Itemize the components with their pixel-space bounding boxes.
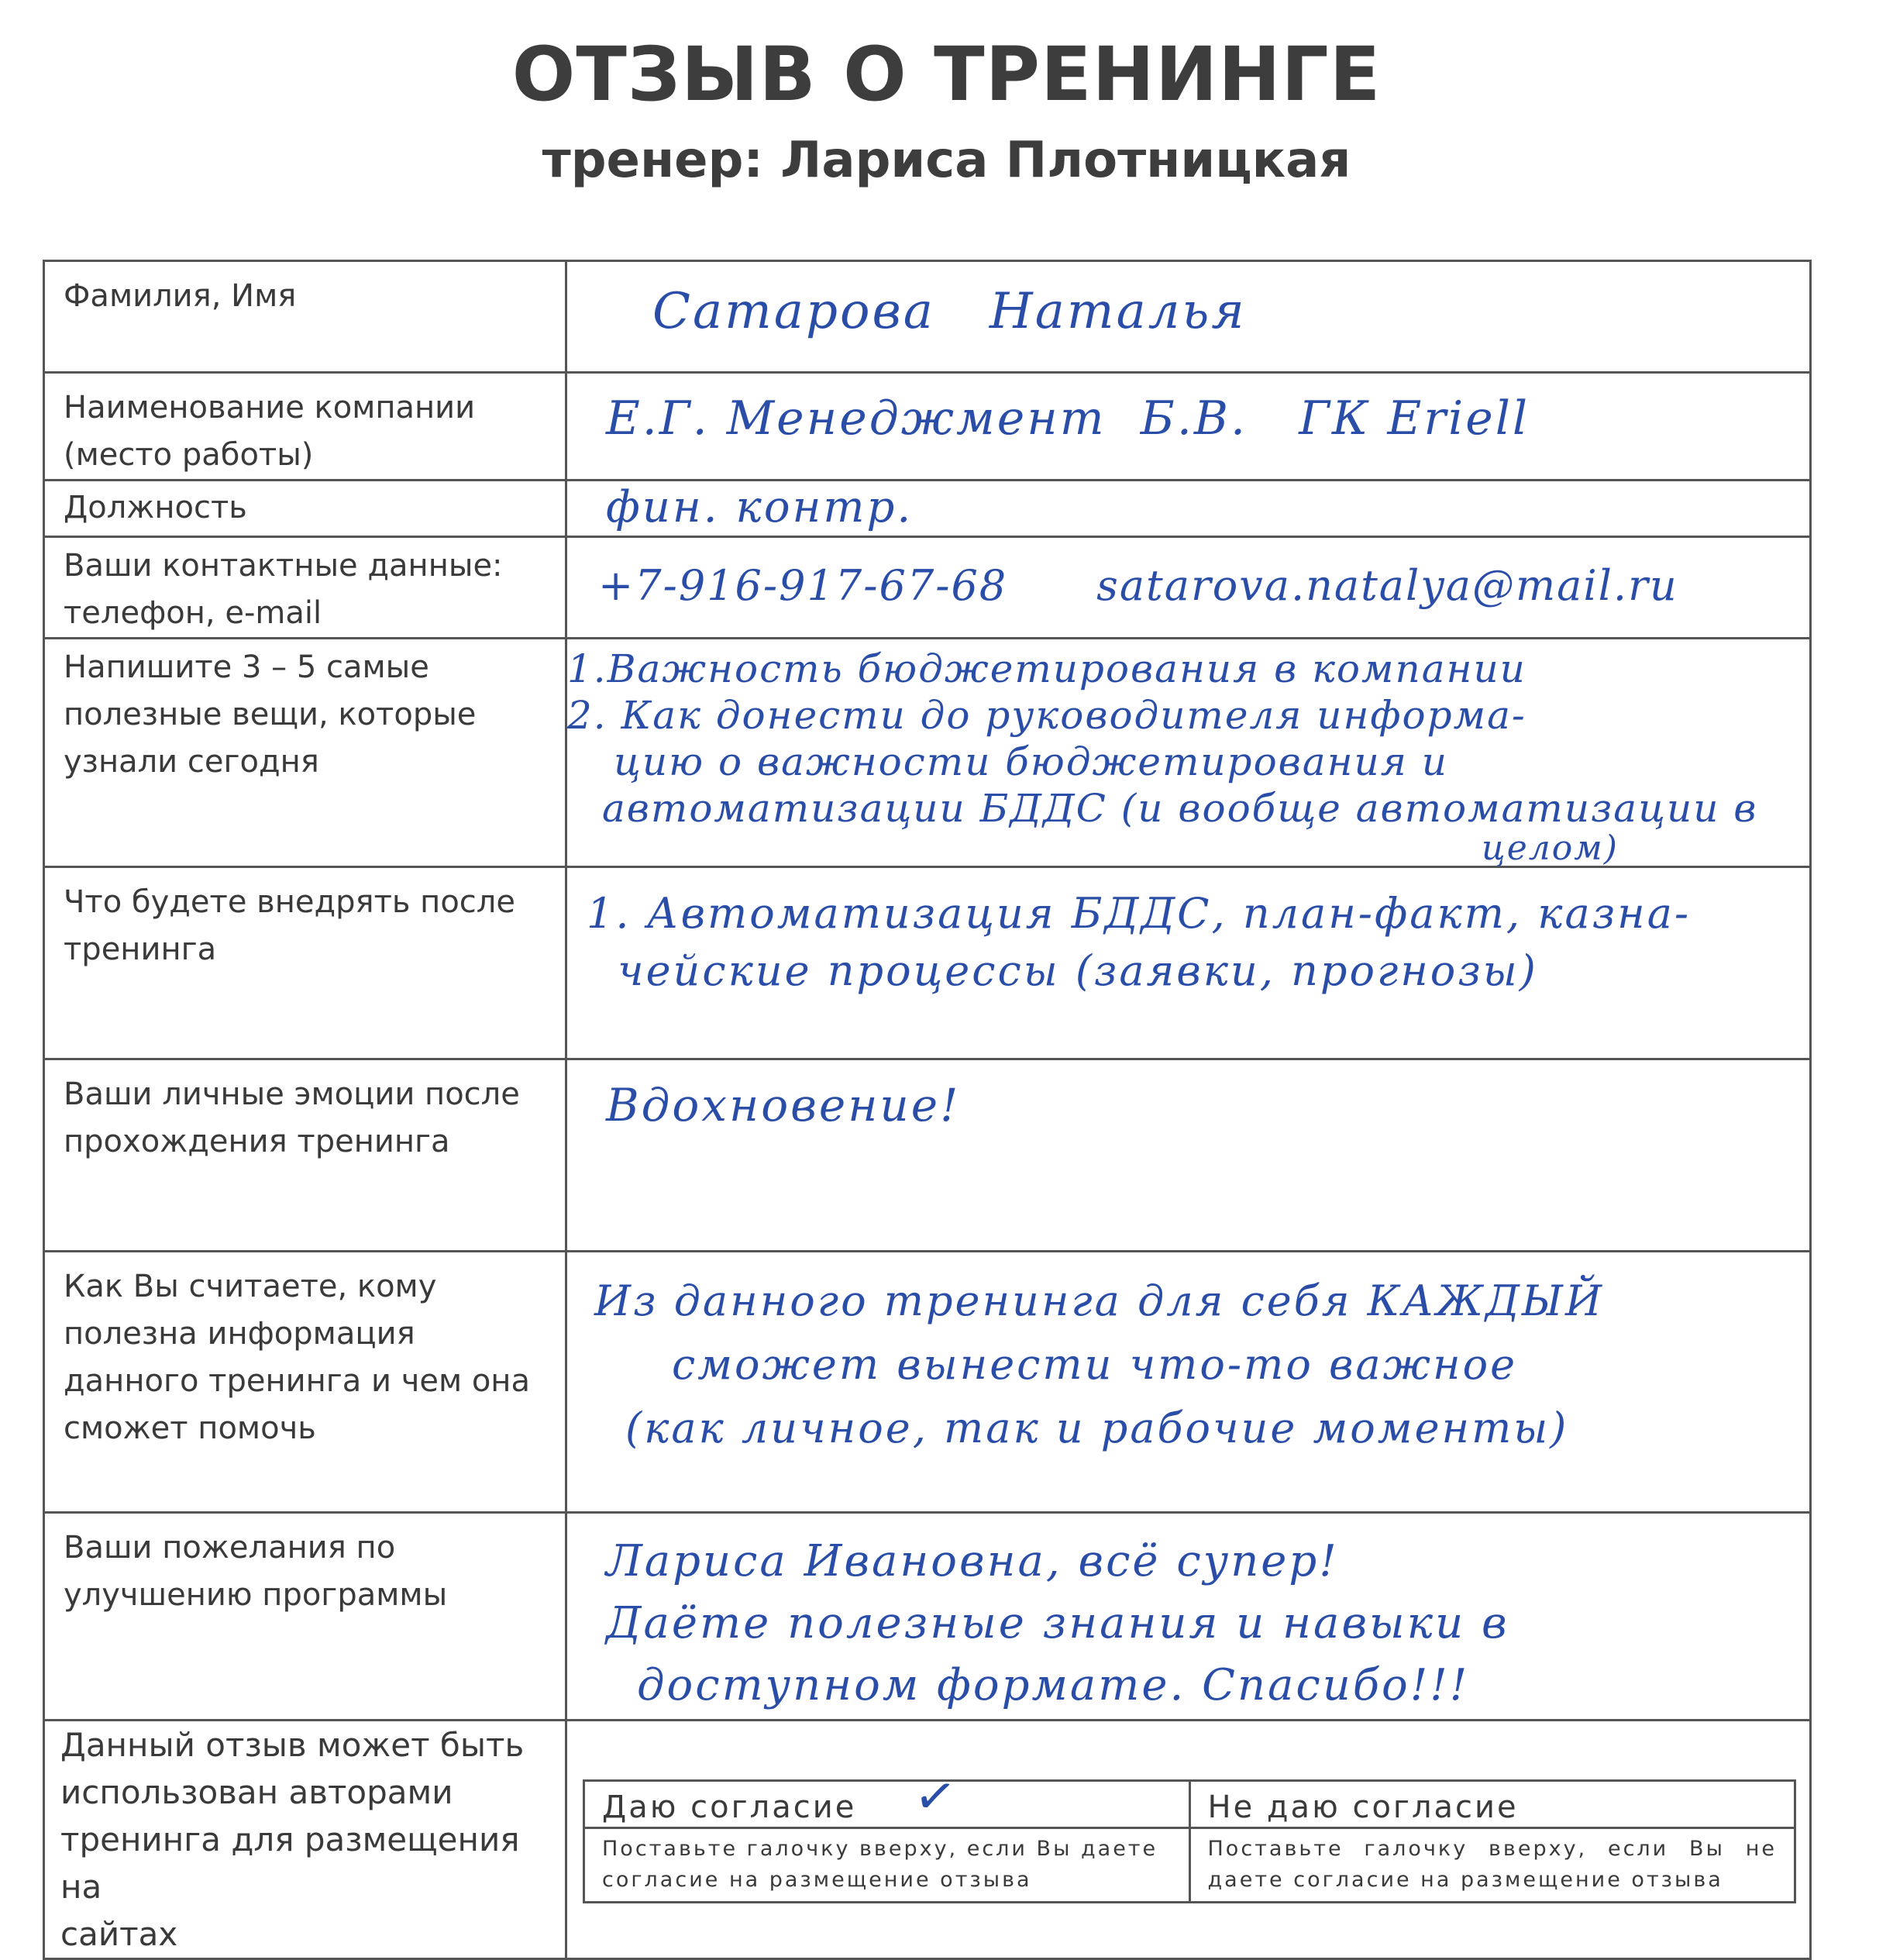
consent-agree-label: Даю согласие <box>602 1789 857 1825</box>
row-company <box>44 373 1811 481</box>
row-position <box>44 481 1811 537</box>
field-name[interactable] <box>566 261 1811 373</box>
feedback-form-table <box>43 260 1812 1960</box>
field-implement[interactable]: 1. Автоматизация БДДС, план-факт, казна- чейские процессы (заявки, прогнозы) <box>566 867 1811 1059</box>
label-company: Наименование компании (место работы) <box>44 373 566 481</box>
label-who-benefits: Как Вы считаете, кому полезна информация данного тренинга и чем она сможет помочь <box>44 1252 566 1513</box>
handwritten-company: Е.Г. Менеджмент Б.В. ГК Eriell <box>606 391 1530 446</box>
handwritten-contacts: +7-916-917-67-68 satarova.natalya@mail.ru <box>598 561 1678 610</box>
label-implement: Что будете внедрять после тренинга <box>44 867 566 1059</box>
handwritten-name: Сатарова Наталья <box>652 283 1247 340</box>
field-wishes[interactable]: Лариса Ивановна, всё супер! Даёте полезные знания и навыки в доступном формате. Спасибо!!! <box>566 1513 1811 1721</box>
check-mark-icon: ✓ <box>910 1765 962 1829</box>
document-title: ОТЗЫВ О ТРЕНИНГЕ <box>511 31 1382 118</box>
row-name <box>44 261 1811 373</box>
label-consent: Данный отзыв может быть использован авторами тренинга для размещения на сайтах <box>44 1721 566 1959</box>
label-name: Фамилия, Имя <box>44 261 566 373</box>
field-position[interactable] <box>566 481 1811 537</box>
label-emotions: Ваши личные эмоции после прохождения тренинга <box>44 1059 566 1252</box>
consent-field <box>566 1721 1811 1959</box>
field-who-benefits[interactable]: Из данного тренинга для себя КАЖДЫЙ сможет вынести что-то важное (как личное, так и рабочие моменты) <box>566 1252 1811 1513</box>
label-contacts: Ваши контактные данные: телефон, e-mail <box>44 537 566 639</box>
label-position: Должность <box>44 481 566 537</box>
row-implement <box>44 867 1811 1059</box>
field-useful-things[interactable]: 1.Важность бюджетирования в компании 2. Как донести до руководителя информа- цию о важности бюджетирования и автоматизации БДДС (и вообще автоматизации в целом) <box>566 639 1811 867</box>
label-wishes: Ваши пожелания по улучшению программы <box>44 1513 566 1721</box>
consent-agree-option[interactable] <box>584 1765 1190 1829</box>
row-useful-things <box>44 639 1811 867</box>
row-consent <box>44 1721 1811 1959</box>
handwritten-position: фин. контр. <box>606 482 914 532</box>
row-emotions <box>44 1059 1811 1252</box>
label-useful-things: Напишите 3 – 5 самые полезные вещи, которые узнали сегодня <box>44 639 566 867</box>
consent-agree-note: Поставьте галочку вверху, если Вы даете согласие на размещение отзыва <box>584 1828 1190 1903</box>
consent-disagree-label: Не даю согласие <box>1207 1789 1519 1825</box>
field-emotions[interactable]: Вдохновение! <box>566 1059 1811 1252</box>
field-company[interactable] <box>566 373 1811 481</box>
consent-table <box>583 1765 1796 1903</box>
row-who-benefits <box>44 1252 1811 1513</box>
field-contacts[interactable] <box>566 537 1811 639</box>
consent-disagree-note: Поставьте галочку вверху, если Вы не даете согласие на размещение отзыва <box>1189 1828 1795 1903</box>
document-subtitle: тренер: Лариса Плотницкая <box>542 132 1351 189</box>
consent-disagree-option[interactable] <box>1189 1781 1795 1828</box>
row-wishes <box>44 1513 1811 1721</box>
row-contacts <box>44 537 1811 639</box>
